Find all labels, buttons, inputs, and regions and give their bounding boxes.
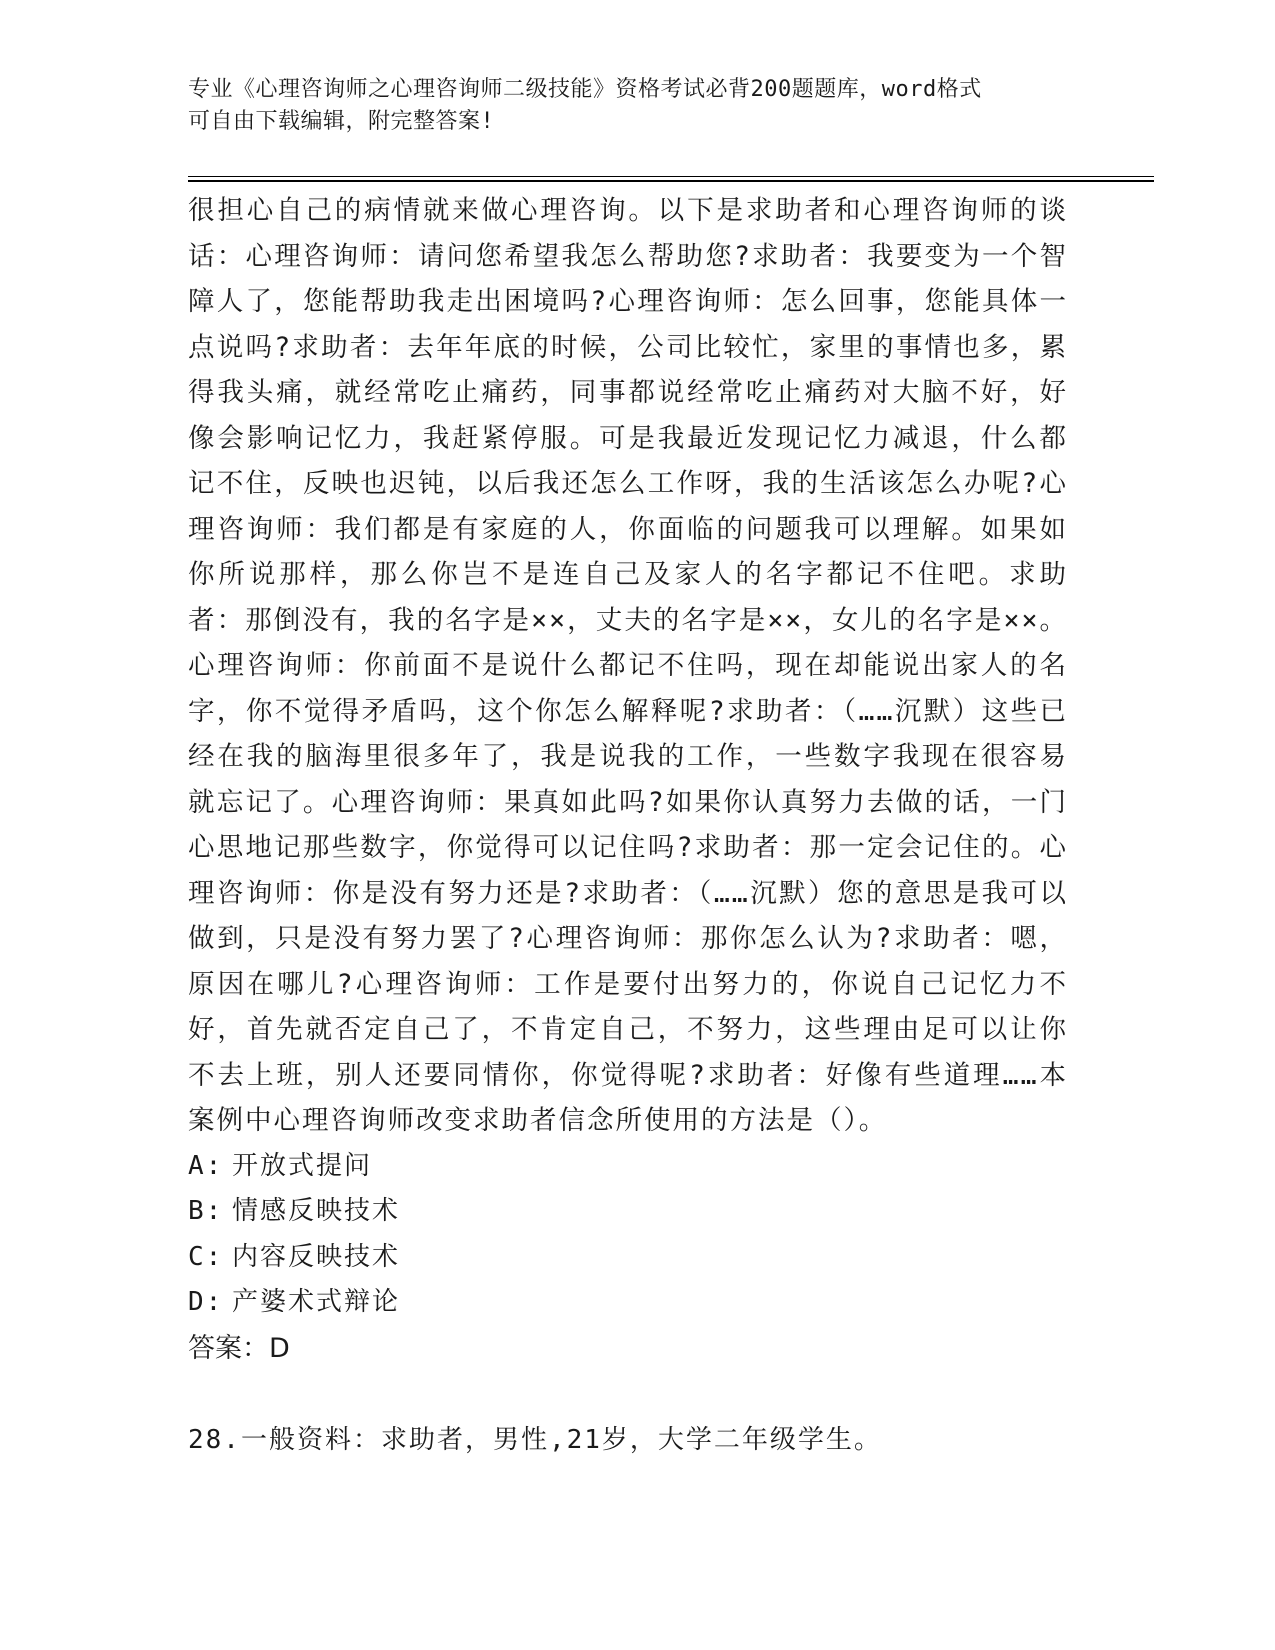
option-letter: D: (188, 1287, 224, 1317)
header-divider-thin (188, 176, 1154, 177)
option-letter: A: (188, 1150, 224, 1181)
header-line-1: 专业《心理咨询师之心理咨询师二级技能》资格考试必背200题题库，word格式 (188, 77, 982, 102)
option-letter: C: (188, 1241, 224, 1272)
header-line-2: 可自由下载编辑，附完整答案! (188, 109, 495, 134)
option-b (188, 1189, 1068, 1235)
option-c (188, 1235, 1068, 1281)
answer-line: 答案：D (188, 1332, 290, 1364)
question-body (188, 188, 1068, 1463)
option-d (188, 1280, 1068, 1326)
option-a (188, 1144, 1068, 1190)
option-text: 产婆术式辩论 (232, 1287, 401, 1317)
answer-options (188, 1144, 1068, 1326)
document-header (188, 74, 1068, 138)
option-letter: B: (188, 1196, 224, 1226)
question-passage: 很担心自己的病情就来做心理咨询。以下是求助者和心理咨询师的谈话：心理咨询师：请问您希望我怎么帮助您?求助者：我要变为一个智障人了，您能帮助我走出困境吗?心理咨询师：怎么回事，您能具体一点说吗?求助者：去年年底的时候，公司比较忙，家里的事情也多，累得我头痛，就经常吃止痛药，同事都说经常吃止痛药对大脑不好，好像会影响记忆力，我赶紧停服。可是我最近发现记忆力减退，什么都记不住，反映也迟钝，以后我还怎么工作呀，我的生活该怎么办呢?心理咨询师：我们都是有家庭的人，你面临的问题我可以理解。如果如你所说那样，那么你岂不是连自己及家人的名字都记不住吧。求助者：那倒没有，我的名字是××，丈夫的名字是××，女儿的名字是××。心理咨询师：你前面不是说什么都记不住吗，现在却能说出家人的名字，你不觉得矛盾吗，这个你怎么解释呢?求助者：（……沉默）这些已经在我的脑海里很多年了，我是说我的工作，一些数字我现在很容易就忘记了。心理咨询师：果真如此吗?如果你认真努力去做的话，一门心思地记那些数字，你觉得可以记住吗?求助者：那一定会记住的。心理咨询师：你是没有努力还是?求助者：（……沉默）您的意思是我可以做到，只是没有努力罢了?心理咨询师：那你怎么认为?求助者：嗯，原因在哪儿?心理咨询师：工作是要付出努力的，你说自己记忆力不好，首先就否定自己了，不肯定自己，不努力，这些理由足可以让你不去上班，别人还要同情你，你觉得呢?求助者：好像有些道理……本案例中心理咨询师改变求助者信念所使用的方法是（）。 (188, 195, 1068, 1136)
header-divider-thick (188, 180, 1154, 182)
option-text: 开放式提问 (232, 1150, 373, 1181)
next-question-heading: 28.一般资料：求助者，男性,21岁，大学二年级学生。 (188, 1424, 882, 1455)
option-text: 情感反映技术 (232, 1196, 401, 1226)
option-text: 内容反映技术 (232, 1241, 401, 1272)
